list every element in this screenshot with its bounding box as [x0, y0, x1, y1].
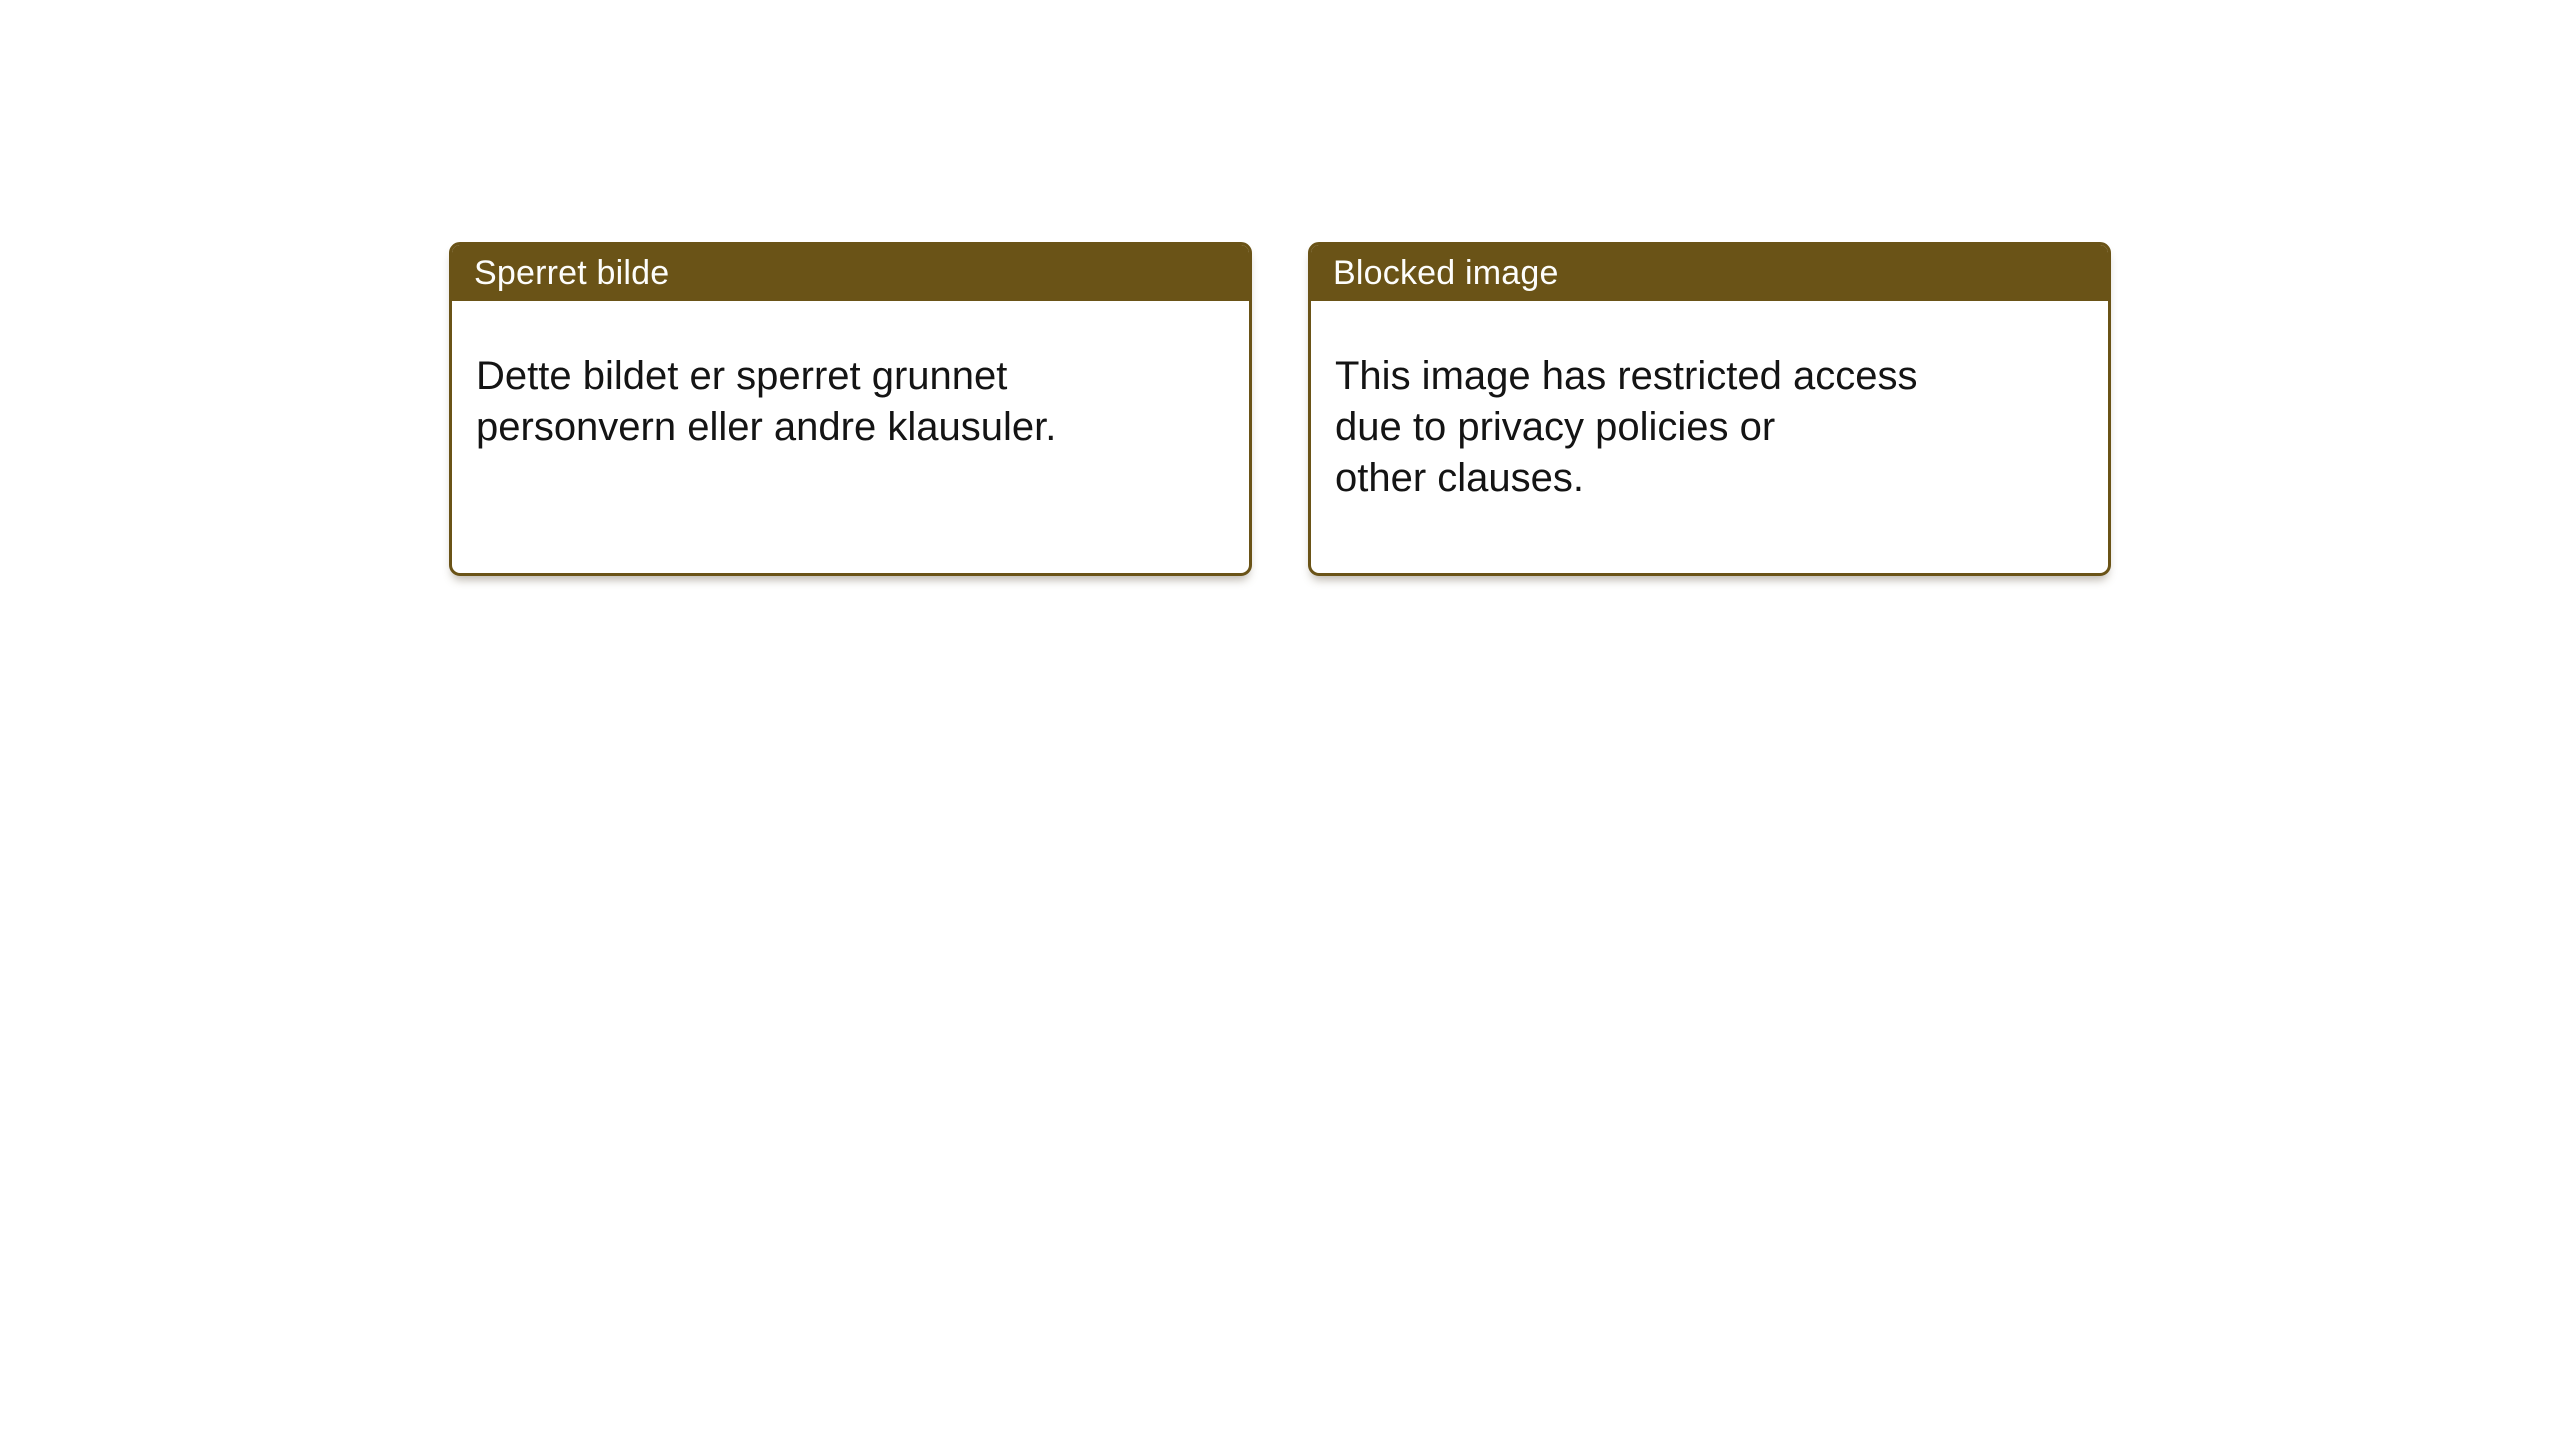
blocked-image-card-english	[1308, 242, 2111, 576]
blocked-image-card-norwegian	[449, 242, 1252, 576]
card-body-line: other clauses.	[1335, 456, 1585, 500]
card-title: Blocked image	[1333, 254, 1559, 292]
card-header	[1311, 245, 2108, 301]
card-body	[452, 301, 1249, 453]
card-title: Sperret bilde	[474, 254, 670, 292]
card-body-line: This image has restricted access	[1335, 354, 1918, 398]
card-body-line: Dette bildet er sperret grunnet	[476, 354, 1008, 398]
card-header	[452, 245, 1249, 301]
card-body	[1311, 301, 2108, 504]
card-body-line: due to privacy policies or	[1335, 405, 1776, 449]
card-body-line: personvern eller andre klausuler.	[476, 405, 1057, 449]
